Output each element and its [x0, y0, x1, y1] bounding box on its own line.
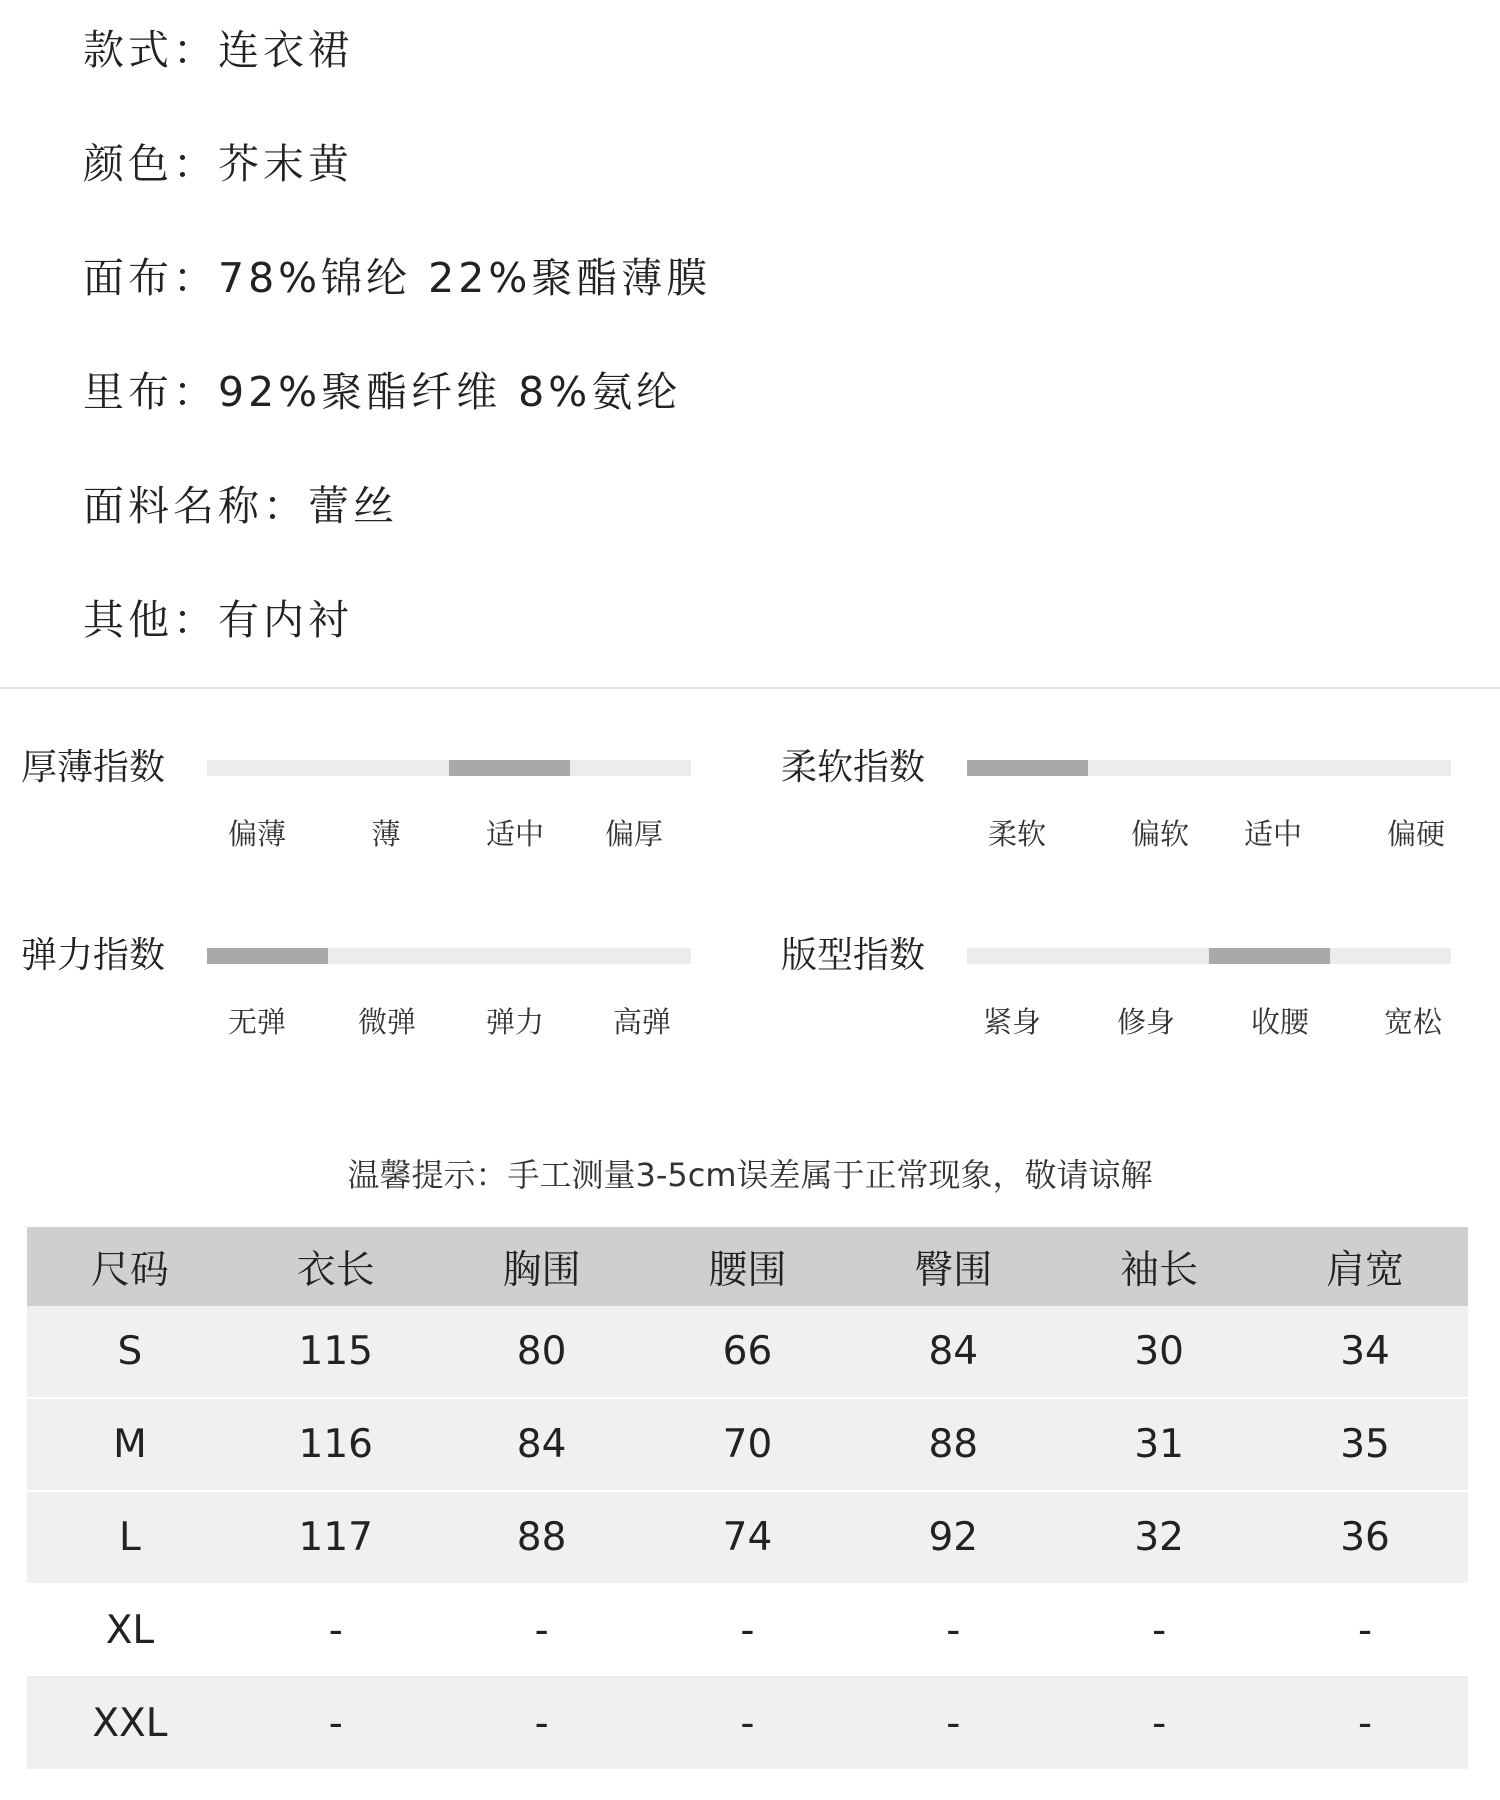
- index-option: 高弹: [612, 1005, 671, 1039]
- index-label: 柔软指数: [781, 747, 926, 788]
- table-cell: -: [1262, 1584, 1468, 1677]
- index-option: 适中: [485, 817, 544, 851]
- index-track: [967, 760, 1451, 776]
- table-cell: 116: [233, 1398, 439, 1491]
- table-row: [27, 1584, 1468, 1677]
- index-option: 无弹: [227, 1005, 286, 1039]
- index-option: 修身: [1116, 1005, 1175, 1039]
- info-row-fabric-name: [83, 474, 711, 588]
- info-row-outer-fabric: [83, 246, 711, 360]
- thickness-index: [0, 740, 750, 890]
- index-option: 微弹: [357, 1005, 416, 1039]
- table-cell: XL: [27, 1584, 233, 1677]
- info-row-style: [83, 18, 711, 132]
- table-cell: -: [645, 1677, 851, 1770]
- section-divider: [0, 687, 1500, 689]
- info-value: 连衣裙: [218, 26, 353, 74]
- info-value: 蕾丝: [308, 482, 398, 530]
- info-label: 里布：: [83, 368, 218, 416]
- table-cell: -: [645, 1584, 851, 1677]
- table-row: [27, 1491, 1468, 1584]
- index-option: 偏薄: [227, 817, 286, 851]
- table-cell: -: [233, 1584, 439, 1677]
- info-row-lining: [83, 360, 711, 474]
- fit-index: [760, 928, 1500, 1078]
- index-option: 偏硬: [1386, 817, 1445, 851]
- table-header-row: [27, 1227, 1468, 1306]
- index-option: 适中: [1243, 817, 1302, 851]
- table-cell: 66: [645, 1306, 851, 1398]
- index-label: 版型指数: [781, 935, 926, 976]
- index-label: 厚薄指数: [21, 747, 166, 788]
- table-header-cell: 腰围: [645, 1227, 851, 1306]
- info-value: 芥末黄: [218, 140, 353, 188]
- info-row-other: [83, 588, 711, 702]
- index-option: 收腰: [1250, 1005, 1309, 1039]
- table-cell: 84: [850, 1306, 1056, 1398]
- table-cell: L: [27, 1491, 233, 1584]
- table-cell: 70: [645, 1398, 851, 1491]
- table-cell: 36: [1262, 1491, 1468, 1584]
- table-cell: 31: [1056, 1398, 1262, 1491]
- table-cell: -: [1056, 1677, 1262, 1770]
- index-selected-segment: [449, 760, 570, 776]
- index-option: 柔软: [987, 817, 1046, 851]
- index-selected-segment: [967, 760, 1088, 776]
- index-option: 偏软: [1130, 817, 1189, 851]
- index-track: [207, 760, 691, 776]
- table-cell: -: [1056, 1584, 1262, 1677]
- index-option: 紧身: [982, 1005, 1041, 1039]
- index-option: 弹力: [485, 1005, 544, 1039]
- index-track: [967, 948, 1451, 964]
- table-cell: 32: [1056, 1491, 1262, 1584]
- info-label: 面料名称：: [83, 482, 308, 530]
- table-cell: XXL: [27, 1677, 233, 1770]
- index-selected-segment: [1209, 948, 1330, 964]
- product-info: [83, 18, 711, 702]
- index-label: 弹力指数: [21, 935, 166, 976]
- table-cell: -: [850, 1677, 1056, 1770]
- table-header-cell: 尺码: [27, 1227, 233, 1306]
- info-label: 面布：: [83, 254, 218, 302]
- info-label: 颜色：: [83, 140, 218, 188]
- table-header-cell: 胸围: [439, 1227, 645, 1306]
- table-header-cell: 臀围: [850, 1227, 1056, 1306]
- softness-index: [760, 740, 1500, 890]
- table-cell: 80: [439, 1306, 645, 1398]
- table-cell: 115: [233, 1306, 439, 1398]
- table-header-cell: 衣长: [233, 1227, 439, 1306]
- table-cell: 88: [850, 1398, 1056, 1491]
- table-cell: M: [27, 1398, 233, 1491]
- table-row: [27, 1306, 1468, 1398]
- index-track: [207, 948, 691, 964]
- index-option: 宽松: [1383, 1005, 1442, 1039]
- info-value: 78%锦纶 22%聚酯薄膜: [218, 254, 712, 302]
- index-option: 薄: [371, 817, 401, 851]
- table-cell: 74: [645, 1491, 851, 1584]
- table-cell: -: [850, 1584, 1056, 1677]
- info-value: 92%聚酯纤维 8%氨纶: [218, 368, 682, 416]
- table-header-cell: 袖长: [1056, 1227, 1262, 1306]
- table-cell: -: [1262, 1677, 1468, 1770]
- table-cell: 30: [1056, 1306, 1262, 1398]
- index-option: 偏厚: [604, 817, 663, 851]
- table-cell: 117: [233, 1491, 439, 1584]
- table-row: [27, 1398, 1468, 1491]
- size-table: [27, 1227, 1468, 1771]
- table-cell: 88: [439, 1491, 645, 1584]
- table-cell: 34: [1262, 1306, 1468, 1398]
- info-label: 款式：: [83, 26, 218, 74]
- info-label: 其他：: [83, 596, 218, 644]
- info-row-color: [83, 132, 711, 246]
- table-cell: 35: [1262, 1398, 1468, 1491]
- measurement-tip: 温馨提示：手工测量3-5cm误差属于正常现象，敬请谅解: [347, 1156, 1153, 1194]
- elasticity-index: [0, 928, 750, 1078]
- table-cell: -: [439, 1584, 645, 1677]
- table-cell: S: [27, 1306, 233, 1398]
- index-selected-segment: [207, 948, 328, 964]
- table-cell: -: [233, 1677, 439, 1770]
- table-row: [27, 1677, 1468, 1770]
- table-cell: -: [439, 1677, 645, 1770]
- table-header-cell: 肩宽: [1262, 1227, 1468, 1306]
- table-cell: 92: [850, 1491, 1056, 1584]
- table-cell: 84: [439, 1398, 645, 1491]
- info-value: 有内衬: [218, 596, 353, 644]
